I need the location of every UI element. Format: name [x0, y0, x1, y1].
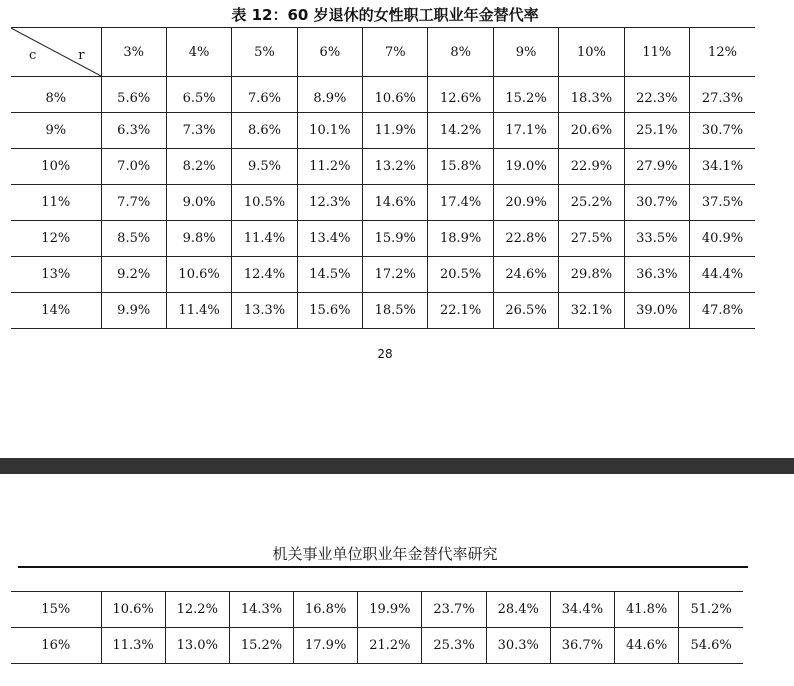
corner-c-label: c — [29, 48, 37, 63]
table-cell: 14.5% — [297, 257, 362, 293]
table-cell: 12.3% — [297, 185, 362, 221]
column-header: 4% — [166, 28, 231, 77]
row-header-cell: 12% — [11, 221, 101, 257]
table-cell: 11.4% — [166, 293, 231, 329]
table-cell: 32.1% — [559, 293, 624, 329]
table-cell: 6.5% — [166, 77, 231, 113]
table-title: 表 12：60 岁退休的女性职工职业年金替代率 — [231, 6, 539, 24]
table-cell: 17.9% — [294, 628, 358, 664]
table-cell: 7.7% — [101, 185, 166, 221]
table-cell: 10.6% — [166, 257, 231, 293]
table-cell: 18.9% — [428, 221, 493, 257]
table-cell: 11.4% — [232, 221, 297, 257]
table-cell: 13.2% — [363, 149, 428, 185]
table-cell: 18.3% — [559, 77, 624, 113]
table-cell: 20.5% — [428, 257, 493, 293]
table-cell: 22.8% — [493, 221, 558, 257]
table-cell: 13.3% — [232, 293, 297, 329]
table-cell: 40.9% — [690, 221, 755, 257]
table-row — [11, 221, 755, 257]
table-row — [11, 628, 743, 664]
table-cell: 22.3% — [624, 77, 689, 113]
column-header: 6% — [297, 28, 362, 77]
table-row — [11, 293, 755, 329]
table-cell: 26.5% — [493, 293, 558, 329]
corner-cell — [11, 28, 101, 77]
table-cell: 41.8% — [615, 592, 679, 628]
table-cell: 20.6% — [559, 113, 624, 149]
table-cell: 44.4% — [690, 257, 755, 293]
table-cell: 30.7% — [690, 113, 755, 149]
table-cell: 44.6% — [615, 628, 679, 664]
table-cell: 34.4% — [550, 592, 614, 628]
table-cell: 15.2% — [229, 628, 293, 664]
table-cell: 24.6% — [493, 257, 558, 293]
row-header-cell: 10% — [11, 149, 101, 185]
table-cell: 9.0% — [166, 185, 231, 221]
table-cell: 9.9% — [101, 293, 166, 329]
replacement-rate-table-continued — [11, 591, 743, 664]
table-row — [11, 185, 755, 221]
table-cell: 9.8% — [166, 221, 231, 257]
table-cell: 36.7% — [550, 628, 614, 664]
table-cell: 9.2% — [101, 257, 166, 293]
row-header-cell: 16% — [11, 628, 101, 664]
row-header-cell: 11% — [11, 185, 101, 221]
table-cell: 17.1% — [493, 113, 558, 149]
table-cell: 33.5% — [624, 221, 689, 257]
table-cell: 14.2% — [428, 113, 493, 149]
table-cell: 7.6% — [232, 77, 297, 113]
page-divider — [0, 458, 794, 474]
table-cell: 28.4% — [486, 592, 550, 628]
table-cell: 12.6% — [428, 77, 493, 113]
row-header-cell: 9% — [11, 113, 101, 149]
table-cell: 29.8% — [559, 257, 624, 293]
table-cell: 5.6% — [101, 77, 166, 113]
table-cell: 27.9% — [624, 149, 689, 185]
replacement-rate-table — [11, 27, 755, 329]
column-header: 5% — [232, 28, 297, 77]
column-header: 10% — [559, 28, 624, 77]
table-cell: 27.3% — [690, 77, 755, 113]
table-cell: 13.0% — [165, 628, 229, 664]
table-cell: 10.1% — [297, 113, 362, 149]
corner-diagonal — [11, 28, 101, 76]
table-cell: 15.6% — [297, 293, 362, 329]
table-cell: 30.3% — [486, 628, 550, 664]
table-cell: 8.5% — [101, 221, 166, 257]
column-header: 9% — [493, 28, 558, 77]
table-cell: 12.2% — [165, 592, 229, 628]
column-header: 12% — [690, 28, 755, 77]
table-cell: 18.5% — [363, 293, 428, 329]
row-header-cell: 14% — [11, 293, 101, 329]
table-cell: 19.0% — [493, 149, 558, 185]
table-cell: 8.9% — [297, 77, 362, 113]
table-cell: 25.2% — [559, 185, 624, 221]
table-cell: 15.9% — [363, 221, 428, 257]
table-cell: 7.3% — [166, 113, 231, 149]
column-header: 11% — [624, 28, 689, 77]
table-cell: 11.9% — [363, 113, 428, 149]
header-rule — [18, 566, 748, 568]
table-cell: 51.2% — [679, 592, 743, 628]
table-cell: 54.6% — [679, 628, 743, 664]
table-cell: 34.1% — [690, 149, 755, 185]
table-cell: 10.5% — [232, 185, 297, 221]
column-header: 3% — [101, 28, 166, 77]
table-row — [11, 77, 755, 113]
row-header-cell: 15% — [11, 592, 101, 628]
row-header-cell: 13% — [11, 257, 101, 293]
table-row — [11, 149, 755, 185]
table-cell: 8.2% — [166, 149, 231, 185]
table-body — [11, 77, 755, 329]
table-cell: 17.2% — [363, 257, 428, 293]
table-cell: 8.6% — [232, 113, 297, 149]
table-cell: 11.3% — [101, 628, 165, 664]
table-cell: 25.3% — [422, 628, 486, 664]
table-cell: 22.9% — [559, 149, 624, 185]
table-cell: 47.8% — [690, 293, 755, 329]
table-cell: 14.6% — [363, 185, 428, 221]
table-cell: 37.5% — [690, 185, 755, 221]
running-header: 机关事业单位职业年金替代率研究 — [272, 545, 498, 563]
table-cell: 15.2% — [493, 77, 558, 113]
table-body-continued — [11, 592, 743, 664]
table-cell: 27.5% — [559, 221, 624, 257]
table-cell: 10.6% — [363, 77, 428, 113]
table-cell: 11.2% — [297, 149, 362, 185]
page-number: 28 — [377, 347, 393, 361]
table-header-row — [11, 28, 755, 77]
table-cell: 6.3% — [101, 113, 166, 149]
table-row — [11, 592, 743, 628]
table-cell: 10.6% — [101, 592, 165, 628]
table-cell: 15.8% — [428, 149, 493, 185]
row-header-cell: 8% — [11, 77, 101, 113]
table-cell: 12.4% — [232, 257, 297, 293]
table-cell: 20.9% — [493, 185, 558, 221]
table-cell: 23.7% — [422, 592, 486, 628]
corner-r-label: r — [78, 48, 85, 63]
table-cell: 9.5% — [232, 149, 297, 185]
table-cell: 13.4% — [297, 221, 362, 257]
table-cell: 21.2% — [358, 628, 422, 664]
table-row — [11, 257, 755, 293]
table-cell: 25.1% — [624, 113, 689, 149]
table-cell: 22.1% — [428, 293, 493, 329]
table-row — [11, 113, 755, 149]
table-cell: 17.4% — [428, 185, 493, 221]
table-cell: 16.8% — [294, 592, 358, 628]
table-cell: 30.7% — [624, 185, 689, 221]
table-cell: 39.0% — [624, 293, 689, 329]
column-header: 8% — [428, 28, 493, 77]
table-cell: 19.9% — [358, 592, 422, 628]
column-header: 7% — [363, 28, 428, 77]
table-cell: 36.3% — [624, 257, 689, 293]
table-cell: 7.0% — [101, 149, 166, 185]
table-cell: 14.3% — [229, 592, 293, 628]
